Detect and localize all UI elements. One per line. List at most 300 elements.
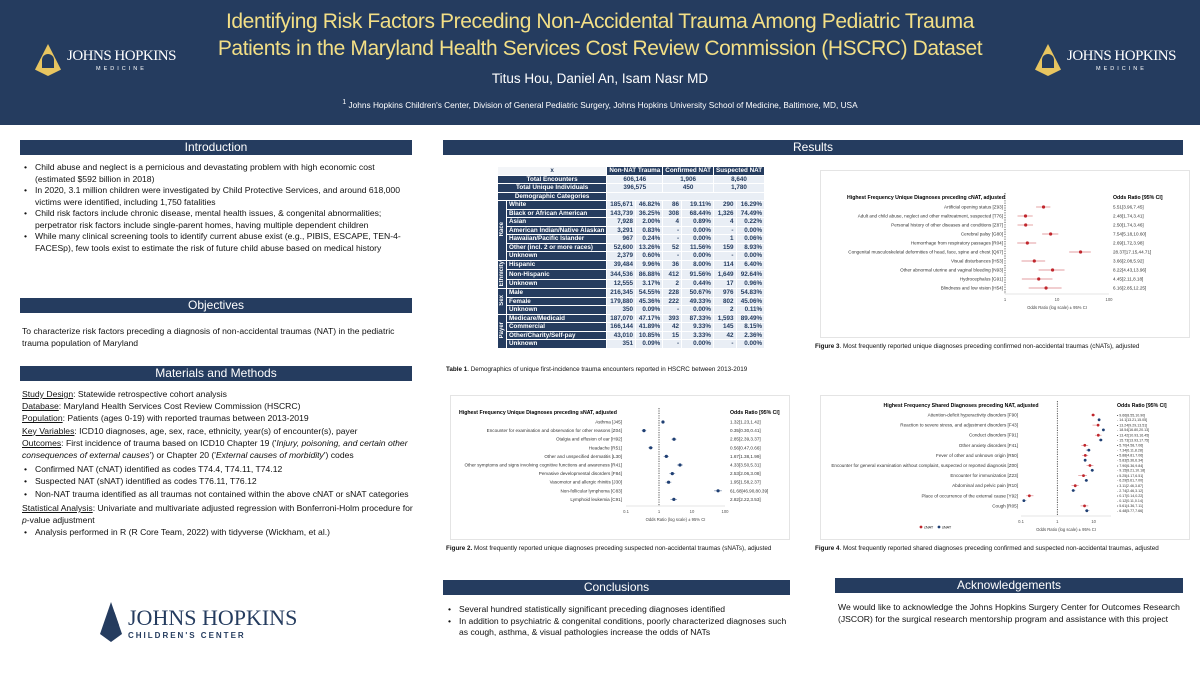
or-value: • 3.11[2.46,3.87] [1117, 484, 1143, 488]
or-point [1083, 505, 1086, 508]
bullet-item: • Non-NAT trauma identified as all traumas not contained within the above cNAT or sNAT categories [22, 488, 414, 500]
or-point [1024, 223, 1027, 226]
or-point [1085, 479, 1088, 482]
table-cell: 50.67% [682, 289, 714, 298]
row-label: Lymphoid leukemia [C91] [570, 496, 622, 502]
table-cell: 92.64% [736, 270, 765, 280]
or-value: - 15.73[13.93,17.75] [1117, 438, 1150, 443]
or-point [1097, 434, 1100, 437]
or-value: • 7.90[6.36,9.84] [1117, 463, 1144, 468]
table-cell: 68.44% [682, 209, 714, 218]
table-cell: 0.11% [736, 306, 765, 315]
table-cell: 3,291 [607, 226, 636, 235]
row-label: Hawaiian/Pacific Islander [507, 235, 607, 244]
row-label: Personal history of other diseases and conditions [Z87] [891, 222, 1003, 228]
or-value: 1.95[1.58,2.37] [730, 479, 761, 485]
table-row [498, 201, 765, 210]
group-name: Ethnicity [499, 260, 505, 286]
table-cell: 0.60% [636, 252, 663, 261]
row-label: Total Unique Individuals [498, 184, 607, 193]
table-cell: 8.00% [682, 260, 714, 270]
row-label: Encounter for examination and observation for other reasons [Z04] [486, 428, 622, 434]
table-cell: 2 [663, 279, 682, 289]
hopkins-medicine-logo-left: JOHNS HOPKINS MEDICINE [35, 44, 176, 76]
row-label: Artificial opening status [Z93] [944, 204, 1003, 210]
or-value: 3.66[2.08,5.92] [1113, 258, 1144, 264]
or-value: - 18.54[16.80,20.13] [1117, 428, 1150, 433]
table-cell: 45.06% [736, 297, 765, 306]
table-cell: 1,593 [714, 314, 737, 323]
row-label: Congenital musculoskeletal deformities of head, face, spine and chest [Q67] [848, 249, 1003, 255]
or-point [1085, 509, 1088, 512]
table-row [498, 289, 765, 298]
or-value: • 9.66[8.55,10.90] [1117, 413, 1146, 418]
authors: Titus Hou, Daniel An, Isam Nasr MD [491, 71, 709, 86]
group-name: Race [499, 221, 505, 237]
or-point [661, 420, 664, 423]
table-cell: 0.00% [682, 340, 714, 349]
group-name: Payer [499, 321, 505, 339]
or-point [1099, 439, 1102, 442]
group-label [498, 260, 507, 289]
table-cell: 187,070 [607, 314, 636, 323]
row-label: Asthma [J45] [595, 419, 622, 425]
table-cell: 89.49% [736, 314, 765, 323]
row-label: Fever of other and unknown origin [R50] [936, 452, 1018, 458]
or-value: 1.32[1.23,1.42] [730, 419, 761, 425]
table-cell: 47.17% [636, 314, 663, 323]
or-point [1026, 241, 1029, 244]
table-cell: 450 [663, 184, 714, 193]
childrens-center-logo: JOHNS HOPKINS CHILDREN'S CENTER [100, 602, 297, 642]
table-row [498, 243, 765, 252]
or-value: 2.69[1.72,3.98] [1113, 240, 1144, 246]
x-tick-label: 0.1 [1018, 519, 1024, 524]
table-cell [607, 192, 765, 201]
objectives-text: To characterize risk factors preceding a diagnosis of non-accidental traumas (NAT) in the pediatric trauma population of Maryland [22, 326, 395, 348]
row-label: Attention-deficit hyperactivity disorders [F90] [927, 412, 1018, 418]
table-cell: 54.83% [736, 289, 765, 298]
shield-icon [35, 44, 61, 76]
table-cell: 0.00% [736, 226, 765, 235]
or-value: - 0.12[0.11,0.14] [1117, 498, 1143, 503]
table-cell: 12,555 [607, 279, 636, 289]
table-row [498, 260, 765, 270]
table-cell: 17 [714, 279, 737, 289]
legend-marker [938, 526, 941, 529]
table-cell: 86.88% [636, 270, 663, 280]
row-label: Abdominal and pelvic pain [R10] [952, 483, 1018, 489]
table-cell: 19.11% [682, 201, 714, 210]
table-row [498, 175, 765, 184]
chart-title: Highest Frequency Shared Diagnoses preceding NAT, adjusted [883, 403, 1039, 409]
table-row [498, 297, 765, 306]
or-value: 2.82[2.22,3.53] [730, 496, 761, 502]
or-point [1051, 268, 1054, 271]
or-point [1037, 277, 1040, 280]
table-row [498, 279, 765, 289]
or-point [1098, 418, 1101, 421]
table-cell: 344,536 [607, 270, 636, 280]
table-row [498, 252, 765, 261]
table-cell: 0.09% [636, 306, 663, 315]
or-point [1028, 494, 1031, 497]
row-label: Asian [507, 218, 607, 227]
forest-plot-cnat [821, 171, 1191, 339]
table-cell: 0.00% [682, 252, 714, 261]
conclusions-body [446, 604, 791, 639]
row-label: Otalgia and effusion of ear [H92] [555, 436, 622, 442]
or-value: - 6.48[5.77,7.66] [1117, 509, 1144, 513]
table-cell: 10.85% [636, 331, 663, 340]
bullet-item: • Child risk factors include chronic disease, mental health issues, & congenital abnormalities; perpetrator risk factors include single-parent homes, having multiple dependent children [22, 208, 414, 231]
table-cell: 145 [714, 323, 737, 332]
or-point [1049, 232, 1052, 235]
table-cell: 976 [714, 289, 737, 298]
poster-title: Identifying Risk Factors Preceding Non-Accidental Trauma Among Pediatric Trauma Patients in the Maryland Health Services Cost Review Commission (HSCRC) Dataset [217, 10, 983, 60]
table-cell: 42 [663, 323, 682, 332]
or-value: - 14.1[13.21,15.05] [1117, 418, 1148, 423]
table-cell: 8.15% [736, 323, 765, 332]
results-heading: Results [443, 140, 1183, 155]
table-cell: - [663, 252, 682, 261]
table-row [498, 331, 765, 340]
or-point [667, 481, 670, 484]
chart-title: Highest Frequency Unique Diagnoses preceding sNAT, adjusted [459, 410, 617, 416]
table-row [498, 323, 765, 332]
table-row [498, 270, 765, 280]
table-row [498, 184, 765, 193]
row-label: White [507, 201, 607, 210]
x-tick-label: 1 [1056, 519, 1059, 524]
or-value: 8.22[4.43,13.96] [1113, 267, 1147, 273]
row-label: Unknown [507, 279, 607, 289]
table-cell: - [663, 306, 682, 315]
table-cell: 52,600 [607, 243, 636, 252]
table-cell: 2,379 [607, 252, 636, 261]
or-value: • 0.17[0.14,0.22] [1117, 494, 1144, 499]
row-label: Demographic Categories [498, 192, 607, 201]
bullet-item: • Suspected NAT (sNAT) identified as codes T76.11, T76.12 [22, 475, 414, 487]
row-label: Non-follicular lymphoma [C83] [560, 488, 622, 494]
row-label: Vasomotor and allergic rhinitis [J30] [549, 479, 622, 485]
objectives-heading: Objectives [20, 298, 412, 313]
table-cell: 16.29% [736, 201, 765, 210]
table-cell: 46.82% [636, 201, 663, 210]
table-cell: 0.96% [736, 279, 765, 289]
figure-3 [820, 170, 1190, 338]
bullet-item: • While many clinical screening tools to identify current abuse exist (e.g., PIBIS, ESCAPE, TEN-4-FACESp), few tools exist to estimate the risk of future child abuse based on medical history [22, 231, 414, 254]
figure-4 [820, 395, 1190, 540]
group-label [498, 289, 507, 315]
table-cell: - [714, 252, 737, 261]
x-tick-label: 100 [721, 509, 729, 514]
table-cell: 393 [663, 314, 682, 323]
bullet-item: • In addition to psychiatric & congenital conditions, poorly characterized diagnoses such as cough, asthma, & visual pathologies increase the odds of NATs [446, 616, 791, 639]
row-label: Female [507, 297, 607, 306]
table-cell: 3.33% [682, 331, 714, 340]
table-caption: Table 1. Demographics of unique first-incidence trauma encounters reported in HSCRC between 2013-2019 [446, 366, 748, 373]
table-cell: 396,575 [607, 184, 663, 193]
forest-plot-snat [451, 396, 791, 541]
or-value: - 9.15[8.21,10.18] [1117, 468, 1146, 473]
conclusions-heading: Conclusions [443, 580, 790, 595]
table-cell: 42 [714, 331, 737, 340]
table-cell: 1,906 [663, 175, 714, 184]
table-cell: 1,326 [714, 209, 737, 218]
table-cell: 0.22% [736, 218, 765, 227]
table-cell: 52 [663, 243, 682, 252]
table-cell: 0.06% [736, 235, 765, 244]
or-point [1079, 250, 1082, 253]
acknowledgements-text: We would like to acknowledge the Johns Hopkins Surgery Center for Outcomes Research (JSCOR) for the surgical research mentorship program and assistance with this project [838, 602, 1180, 624]
or-point [642, 429, 645, 432]
or-value: 2.85[2.39,3.37] [730, 436, 761, 442]
forest-plot-shared [821, 396, 1191, 541]
figure-2-caption: Figure 2. Most frequently reported unique diagnoses preceding suspected non-accidental traumas (sNATs), adjusted [446, 545, 772, 552]
legend-label: sNAT [942, 525, 952, 530]
table-cell: 351 [607, 340, 636, 349]
table-cell: 1,649 [714, 270, 737, 280]
row-label: Hemorrhage from respiratory passages [R04] [910, 240, 1003, 246]
x-tick-label: 0.1 [623, 509, 629, 514]
row-label: Black or African American [507, 209, 607, 218]
row-label: Other abnormal uterine and vaginal bleeding [N93] [900, 267, 1003, 273]
or-point [1083, 444, 1086, 447]
row-label: Cerebral palsy [G80] [960, 231, 1003, 237]
table-cell: 9.33% [682, 323, 714, 332]
table-cell: 43,010 [607, 331, 636, 340]
table-cell: 41.89% [636, 323, 663, 332]
or-value: 2.48[1.74,3.41] [1113, 213, 1144, 219]
column-header: Confirmed NAT [663, 167, 714, 176]
table-header-row [498, 167, 765, 176]
row-label: Pervasive developmental disorders [F84] [538, 471, 622, 477]
or-point [1024, 214, 1027, 217]
bullet-item: • Analysis performed in R (R Core Team, 2022) with tidyverse (Wickham, et al.) [22, 526, 414, 538]
table-cell: 967 [607, 235, 636, 244]
table-cell: 228 [663, 289, 682, 298]
table-cell: - [663, 340, 682, 349]
row-label: American Indian/Native Alaskan [507, 226, 607, 235]
table-cell: 0.00% [736, 252, 765, 261]
table-row [498, 209, 765, 218]
table-cell: 0.00% [682, 235, 714, 244]
table-cell: 802 [714, 297, 737, 306]
bullet-item: • Child abuse and neglect is a pernicious and devastating problem with high economic cost (estimated $592 billion in 2018) [22, 162, 414, 185]
or-header: Odds Ratio [95% CI] [730, 410, 780, 416]
or-value: 61.68[46.90,80.39] [730, 488, 769, 494]
figure-3-caption: Figure 3. Most frequently reported unique diagnoses preceding confirmed non-accidental traumas (cNATs), adjusted [815, 343, 1140, 350]
or-point [1044, 286, 1047, 289]
column-header: Non-NAT Trauma [607, 167, 663, 176]
table-cell: 4 [714, 218, 737, 227]
or-point [1042, 205, 1045, 208]
row-label: Commercial [507, 323, 607, 332]
table-cell: 74.49% [736, 209, 765, 218]
or-header: Odds Ratio [95% CI] [1113, 195, 1163, 201]
table-cell: 2 [714, 306, 737, 315]
row-label: Other symptoms and signs involving cognitive functions and awareness [R41] [464, 462, 622, 468]
table-cell: 0.00% [682, 306, 714, 315]
row-label: Other anxiety disorders [F41] [958, 442, 1018, 448]
table-row [498, 192, 765, 201]
row-label: Reaction to severe stress, and adjustment disorders [F43] [900, 422, 1018, 428]
poster-header [0, 0, 1200, 125]
table-cell: 3.17% [636, 279, 663, 289]
table-row [498, 306, 765, 315]
row-label: Other/Charity/Self-pay [507, 331, 607, 340]
or-point [672, 498, 675, 501]
or-value: • 5.61[4.36,7.11] [1117, 504, 1143, 509]
row-label: Non-Hispanic [507, 270, 607, 280]
table-cell: 7,928 [607, 218, 636, 227]
x-axis-label: Odds Ratio (log scale) ± 95% CI [645, 517, 706, 522]
or-point [1089, 464, 1092, 467]
or-value: - 7.34[6.11,8.28] [1117, 448, 1143, 453]
introduction-body [22, 162, 414, 254]
x-axis-label: Odds Ratio (log scale) ± 95% CI [1036, 527, 1096, 532]
table-cell: 606,146 [607, 175, 663, 184]
table-cell: 36.25% [636, 209, 663, 218]
or-point [1072, 489, 1075, 492]
table-cell: 185,671 [607, 201, 636, 210]
table-cell: 4 [663, 218, 682, 227]
chart-title: Highest Frequency Unique Diagnoses preceding cNAT, adjusted [847, 195, 1005, 201]
row-label: Other and unspecified dermatitis [L30] [544, 453, 622, 459]
or-value: • 5.70[4.58,7.06] [1117, 443, 1144, 448]
x-tick-label: 100 [1105, 297, 1113, 302]
shield-icon [100, 602, 122, 642]
table-cell: 9.96% [636, 260, 663, 270]
table-cell: 1,780 [714, 184, 765, 193]
or-value: 0.35[0.30,0.41] [730, 428, 761, 434]
or-value: • 5.88[4.81,7.06] [1117, 453, 1144, 458]
table-cell: 6.40% [736, 260, 765, 270]
or-point [672, 438, 675, 441]
or-value: 2.53[2.06,3.08] [730, 471, 761, 477]
table-cell: 0.00% [736, 340, 765, 349]
table-cell: 11.56% [682, 243, 714, 252]
table-cell: 1 [714, 235, 737, 244]
table-cell: 87.33% [682, 314, 714, 323]
row-label: Unknown [507, 252, 607, 261]
row-label: Medicare/Medicaid [507, 314, 607, 323]
or-value: 6.16[2.85,12.25] [1113, 285, 1147, 291]
or-value: • 13.42[10.93,16.45] [1117, 433, 1150, 438]
or-point [716, 489, 719, 492]
row-label: Hydrocephalus [G91] [959, 276, 1003, 282]
table-cell: 8.93% [736, 243, 765, 252]
or-value: 2.50[1.74,3.46] [1113, 222, 1144, 228]
row-label: Encounter for general examination without complaint, suspected or reported diagnosis [Z00] [831, 463, 1018, 468]
or-value: 1.67[1.38,1.99] [730, 453, 761, 459]
or-value: - 5.83[5.36,6.34] [1117, 458, 1144, 463]
or-point [1082, 474, 1085, 477]
or-point [1022, 499, 1025, 502]
table-cell: 0.00% [682, 226, 714, 235]
table-cell: 0.44% [682, 279, 714, 289]
table-cell: 222 [663, 297, 682, 306]
table-cell: 166,144 [607, 323, 636, 332]
row-label: Unknown [507, 306, 607, 315]
table-corner: x [498, 167, 607, 176]
x-axis-label: Odds Ratio (log scale) ± 95% CI [1027, 305, 1087, 310]
row-label: Cough [R05] [992, 503, 1018, 509]
or-point [1087, 449, 1090, 452]
methods-heading: Materials and Methods [20, 366, 412, 381]
row-label: Conduct disorders [F91] [968, 432, 1018, 438]
table-cell: 13.26% [636, 243, 663, 252]
table-cell: 2.00% [636, 218, 663, 227]
or-point [1084, 459, 1087, 462]
row-label: Place of occurrence of the external cause [Y92] [921, 493, 1018, 499]
bullet-item: • Confirmed NAT (cNAT) identified as codes T74.4, T74.11, T74.12 [22, 463, 414, 475]
figure-4-caption: Figure 4. Most frequently reported shared diagnoses preceding confirmed and suspected non-accidental traumas, adjusted [815, 545, 1159, 552]
row-label: Unknown [507, 340, 607, 349]
or-point [671, 472, 674, 475]
or-value: 7.54[5.18,10.60] [1113, 231, 1147, 237]
or-point [1097, 424, 1100, 427]
x-tick-label: 1 [1003, 297, 1007, 302]
row-label: Headache [R51] [588, 445, 622, 451]
table-row [498, 226, 765, 235]
table-cell: 412 [663, 270, 682, 280]
table-cell: 45.36% [636, 297, 663, 306]
or-point [1084, 454, 1087, 457]
table-cell: 143,739 [607, 209, 636, 218]
or-value: • 13.24[9.29,13.51] [1117, 423, 1148, 428]
table-cell: - [663, 235, 682, 244]
or-header: Odds Ratio [95% CI] [1117, 403, 1167, 409]
row-label: Hispanic [507, 260, 607, 270]
or-value: 4.33[3.50,5.31] [730, 462, 761, 468]
table-cell: 0.24% [636, 235, 663, 244]
or-point [649, 446, 652, 449]
x-tick-label: 1 [657, 509, 661, 514]
legend-marker [920, 526, 923, 529]
or-point [1102, 429, 1105, 432]
table-row [498, 340, 765, 349]
table-cell: 91.56% [682, 270, 714, 280]
table-cell: 49.33% [682, 297, 714, 306]
or-point [1092, 414, 1095, 417]
or-value: 28.37[17.15,44.71] [1113, 249, 1152, 255]
row-label: Other (incl. 2 or more races) [507, 243, 607, 252]
table-cell: 179,880 [607, 297, 636, 306]
table-cell: 2.36% [736, 331, 765, 340]
table-cell: 15 [663, 331, 682, 340]
table-cell: 0.09% [636, 340, 663, 349]
table-cell: 350 [607, 306, 636, 315]
or-value: 5.51[3.96,7.45] [1113, 204, 1144, 210]
table-row [498, 314, 765, 323]
row-label: Encounter for immunization [Z23] [950, 473, 1018, 479]
x-tick-label: 10 [1091, 519, 1097, 524]
table-cell: 39,484 [607, 260, 636, 270]
table-cell: 114 [714, 260, 737, 270]
or-value: - 6.29[5.61,7.00] [1117, 478, 1144, 483]
group-label [498, 201, 507, 261]
row-label: Total Encounters [498, 175, 607, 184]
row-label: Visual disturbances [H53] [950, 258, 1003, 264]
table-cell: - [663, 226, 682, 235]
acknowledgements-heading: Acknowledgements [835, 578, 1183, 593]
table-row [498, 235, 765, 244]
table-row [498, 218, 765, 227]
hopkins-medicine-logo-right: JOHNS HOPKINS MEDICINE [1035, 44, 1176, 76]
table-cell: 36 [663, 260, 682, 270]
